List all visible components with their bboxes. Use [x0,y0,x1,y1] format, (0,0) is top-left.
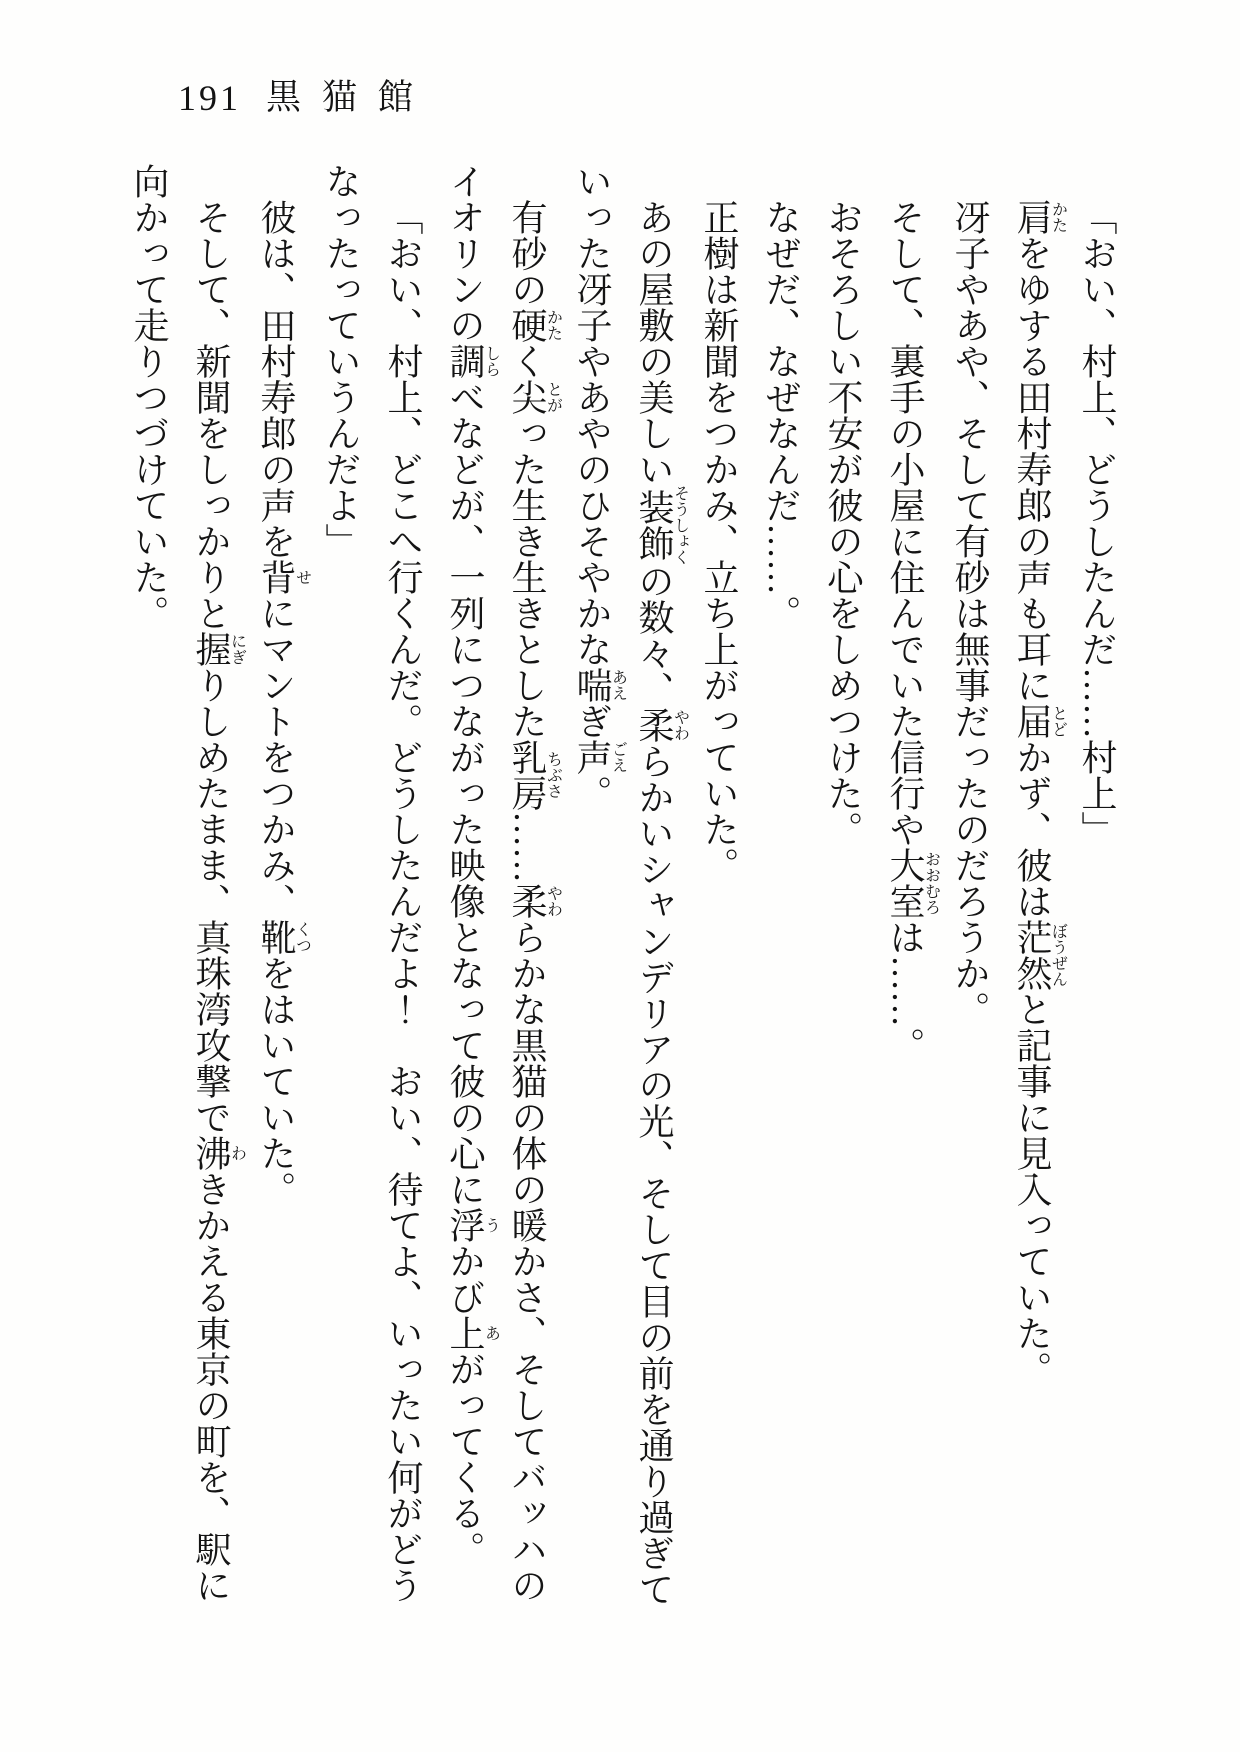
paragraph: そして、裏手の小屋に住んでいた信行や大室おおむろは……。 [885,199,940,1063]
ruby-annotated-word: 装飾そうしょく [634,485,689,565]
page-number: 191 [178,78,241,118]
paragraph: なぜだ、なぜなんだ……。 [761,199,801,631]
ruby-annotated-word: 乳房ちぶさ [507,739,562,811]
ruby-annotated-word: 尖とが [507,379,562,415]
ruby-annotated-word: 大室おおむろ [885,847,940,919]
paragraph: 冴子やあや、そして有砂は無事だったのだろうか。 [950,199,990,1027]
book-title: 黒猫館 [266,78,435,117]
ruby-annotated-word: 柔やわ [507,883,562,919]
ruby-annotated-word: 肩かた [1012,199,1067,235]
ruby-annotated-word: 背せ [256,559,311,595]
paragraph: おそろしい不安が彼の心をしめつけた。 [823,199,863,847]
ruby-annotated-word: 届とど [1012,703,1067,739]
paragraph: 「おい、村上、どこへ行くんだ。どうしたんだよ！ おい、待てよ、いったい何がどうなったっていうんだよ」 [321,163,423,1603]
paragraph: 有砂の硬かたく尖とがった生き生きとした乳房ちぶさ……柔やわらかな黒猫の体の暖かさ、そしてバッハのイオリンの調しらべなどが、一列につながった映像となって彼の心に浮うかび上あがってくる。 [445,163,562,1603]
ruby-annotated-word: 茫然ぼうぜん [1012,919,1067,991]
paragraph: そして、新聞をしっかりと握にぎりしめたまま、真珠湾攻撃で沸わきかえる東京の町を、駅に向かって走りつづけていた。 [129,163,246,1603]
paragraph: 「おい、村上、どうしたんだ……村上」 [1077,199,1117,847]
paragraph: あの屋敷の美しい装飾そうしょくの数々、柔やわらかいシャンデリアの光、そして目の前を通り過ぎていった冴子やあやのひそやかな喘あえぎ声ごえ。 [572,163,689,1607]
paragraph: 彼は、田村寿郎の声を背せにマントをつかみ、靴くつをはいていた。 [256,199,311,1207]
ruby-annotated-word: 靴くつ [256,919,311,955]
ruby-annotated-word: 喘あえ [572,667,627,703]
ruby-annotated-word: 柔やわ [634,707,689,743]
ruby-annotated-word: 沸わ [191,1135,246,1171]
ruby-annotated-word: 硬かた [507,307,562,343]
vertical-text-block [118,163,1128,1609]
paragraph: 肩かたをゆする田村寿郎の声も耳に届とどかず、彼は茫然ぼうぜんと記事に見入っていた。 [1012,199,1067,1387]
paragraph: 正樹は新聞をつかみ、立ち上がっていた。 [699,199,739,883]
ruby-annotated-word: 調しら [445,343,500,379]
ruby-annotated-word: 握にぎ [191,631,246,667]
running-head [0,78,1240,122]
ruby-annotated-word: 声ごえ [572,739,627,775]
ruby-annotated-word: 浮う [445,1207,500,1243]
ruby-annotated-word: 上あ [445,1315,500,1351]
